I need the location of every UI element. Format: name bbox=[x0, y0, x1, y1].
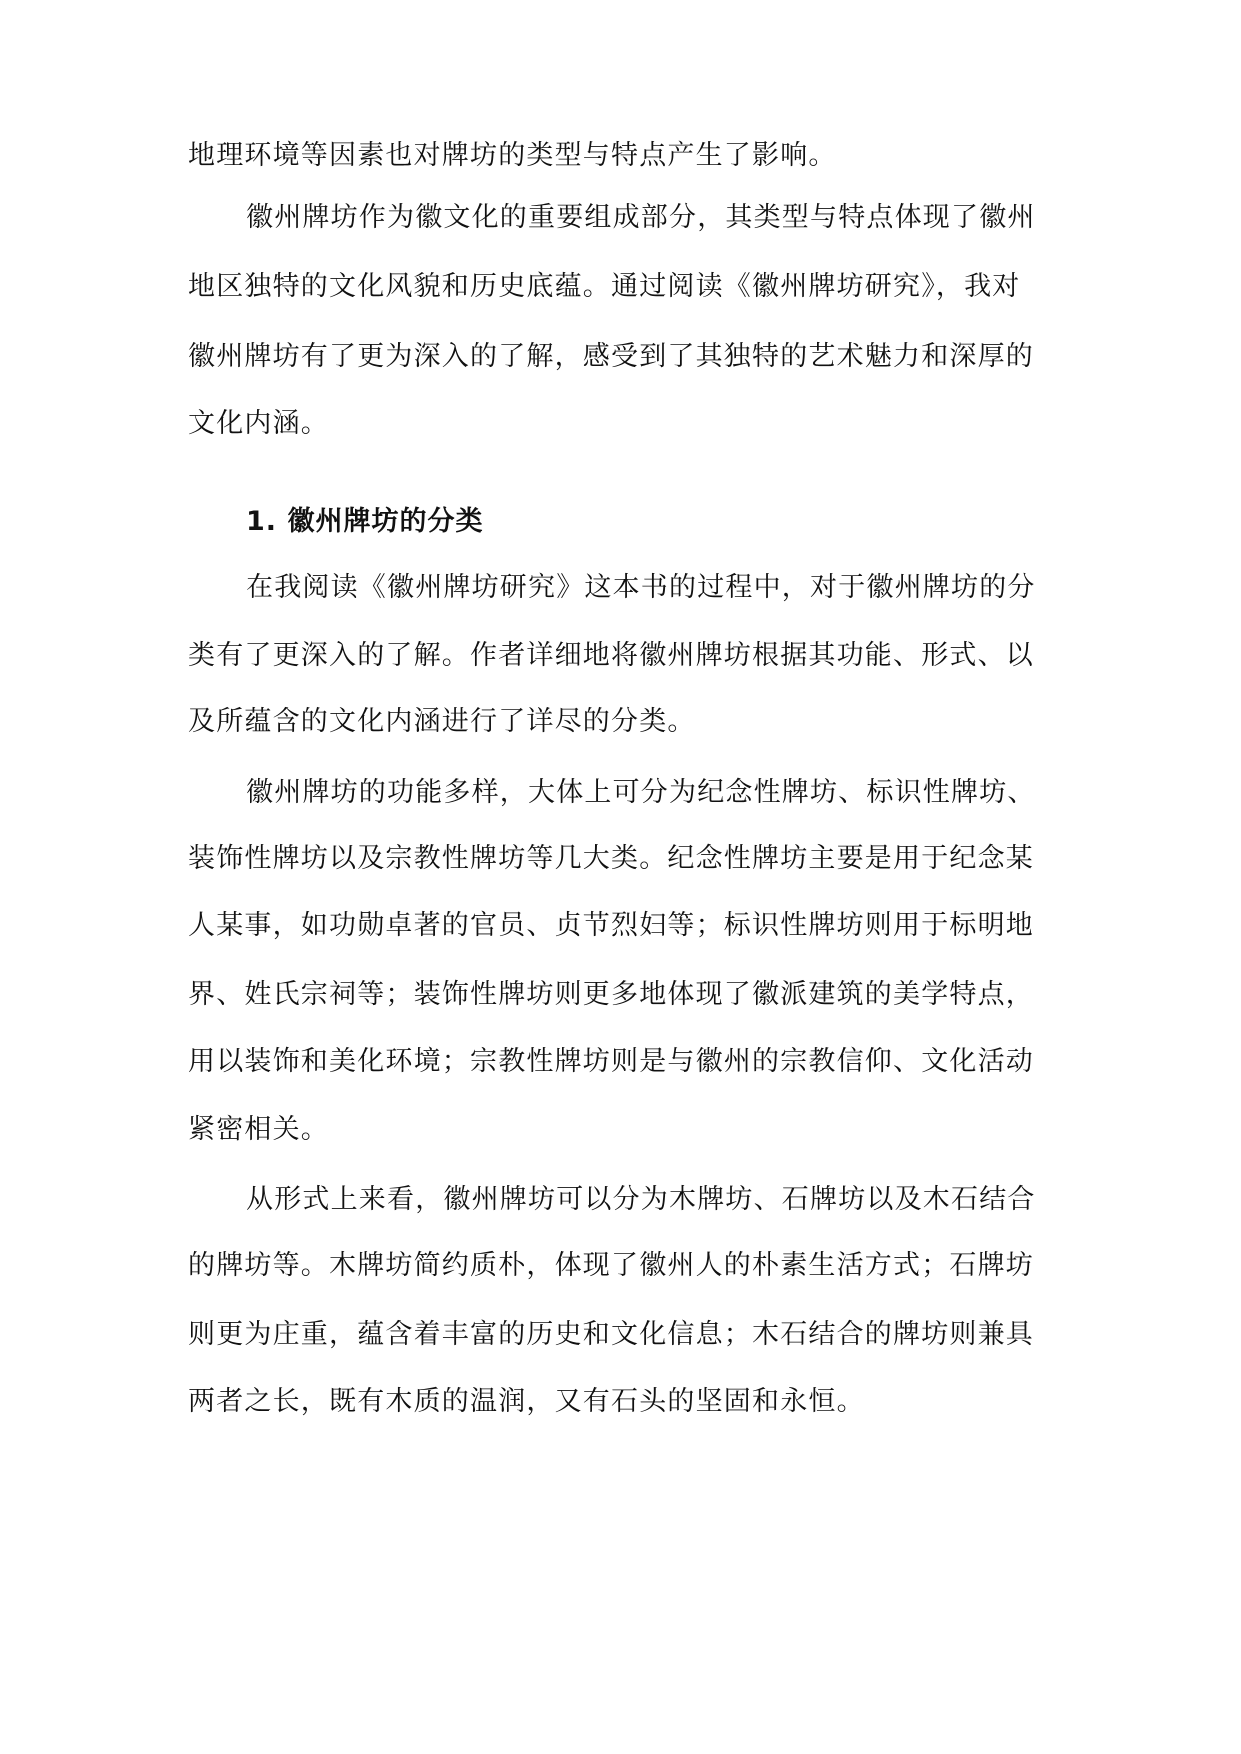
paragraph-line: 装饰性牌坊以及宗教性牌坊等几大类。纪念性牌坊主要是用于纪念某 bbox=[188, 843, 1034, 874]
paragraph-line: 则更为庄重，蕴含着丰富的历史和文化信息；木石结合的牌坊则兼具 bbox=[188, 1319, 1034, 1350]
paragraph-line: 地理环境等因素也对牌坊的类型与特点产生了影响。 bbox=[188, 140, 837, 171]
paragraph-line: 人某事，如功勋卓著的官员、贞节烈妇等；标识性牌坊则用于标明地 bbox=[188, 910, 1034, 941]
paragraph-line: 徽州牌坊作为徽文化的重要组成部分，其类型与特点体现了徽州 bbox=[246, 202, 1036, 233]
paragraph-line: 用以装饰和美化环境；宗教性牌坊则是与徽州的宗教信仰、文化活动 bbox=[188, 1046, 1034, 1077]
paragraph-line: 文化内涵。 bbox=[188, 408, 329, 439]
paragraph-line: 紧密相关。 bbox=[188, 1114, 329, 1145]
paragraph-line: 两者之长，既有木质的温润，又有石头的坚固和永恒。 bbox=[188, 1386, 865, 1417]
paragraph-line: 从形式上来看，徽州牌坊可以分为木牌坊、石牌坊以及木石结合 bbox=[246, 1184, 1036, 1215]
paragraph-line: 及所蕴含的文化内涵进行了详尽的分类。 bbox=[188, 706, 696, 737]
paragraph-line: 地区独特的文化风貌和历史底蕴。通过阅读《徽州牌坊研究》，我对 bbox=[188, 271, 1021, 302]
paragraph-line: 的牌坊等。木牌坊简约质朴，体现了徽州人的朴素生活方式；石牌坊 bbox=[188, 1250, 1034, 1281]
paragraph-line: 类有了更深入的了解。作者详细地将徽州牌坊根据其功能、形式、以 bbox=[188, 640, 1034, 671]
paragraph-line: 徽州牌坊有了更为深入的了解，感受到了其独特的艺术魅力和深厚的 bbox=[188, 341, 1034, 372]
paragraph-line: 徽州牌坊的功能多样，大体上可分为纪念性牌坊、标识性牌坊、 bbox=[246, 777, 1036, 808]
paragraph-line: 在我阅读《徽州牌坊研究》这本书的过程中，对于徽州牌坊的分 bbox=[246, 572, 1036, 603]
section-heading: 1. 徽州牌坊的分类 bbox=[246, 506, 484, 537]
paragraph-line: 界、姓氏宗祠等；装饰性牌坊则更多地体现了徽派建筑的美学特点， bbox=[188, 979, 1034, 1010]
